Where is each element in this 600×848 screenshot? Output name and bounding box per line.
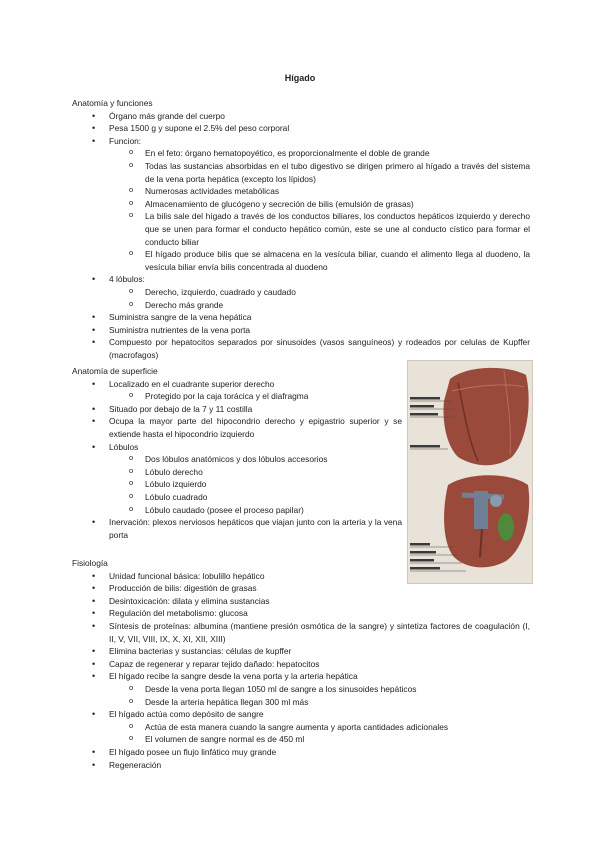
list-item: • 4 lóbulos: [72,273,530,286]
sub-list-item: o Lóbulo izquierdo [72,478,402,491]
liver-illustration-icon [408,361,532,583]
section-heading: Anatomía de superficie [72,366,158,376]
liver-anatomy-image [407,360,533,584]
sub-list-item: o Actúa de esta manera cuando la sangre aumenta y aporta cantidades adicionales [72,721,530,734]
section-heading: Anatomía y funciones [72,98,153,108]
page-title: Hígado [284,73,316,83]
list-item: • Situado por debajo de la 7 y 11 costilla [72,403,402,416]
sub-list-item: o En el feto: órgano hematopoyético, es proporcionalmente el doble de grande [72,147,530,160]
list-item: • Capaz de regenerar y reparar tejido dañado: hepatocitos [72,658,530,671]
list-item: • Inervación: plexos nerviosos hepáticos que viajan junto con la arteria y la vena porta [72,516,402,541]
sub-list-item: o El volumen de sangre normal es de 450 ml [72,733,530,746]
bullet-list [72,570,530,772]
sub-list-item: o Protegido por la caja torácica y el diafragma [72,390,402,403]
sub-list-item: o Desde la arteria hepática llegan 300 ml más [72,696,530,709]
sub-list-item: o Lóbulo caudado (posee el proceso papilar) [72,504,402,517]
sub-list-item: o Desde la vena porta llegan 1050 ml de sangre a los sinusoides hepáticos [72,683,530,696]
section-heading: Fisiología [72,558,108,568]
section-fisiologia [72,557,530,771]
list-item: • Ocupa la mayor parte del hipocondrio derecho y epigastrio superior y se extiende hasta el hipocondrio izquierdo [72,415,402,440]
section-anatomia [72,97,530,361]
list-item: • Funcion: [72,135,530,148]
sub-list-item: o Lóbulo derecho [72,466,402,479]
list-item: • Suministra nutrientes de la vena porta [72,324,530,337]
list-item: • El hígado posee un flujo linfático muy grande [72,746,530,759]
list-item: • Regulación del metabolismo: glucosa [72,607,530,620]
sub-list-item: o Todas las sustancias absorbidas en el tubo digestivo se dirigen primero al hígado a través del sistema de la vena porta hepática (excepto los lípidos) [72,160,530,185]
bullet-list [72,378,402,542]
list-item: • Desintoxicación: dilata y elimina sustancias [72,595,530,608]
list-item: • Órgano más grande del cuerpo [72,110,530,123]
section-superficie [72,365,402,541]
sub-list-item: o Dos lóbulos anatómicos y dos lóbulos accesorios [72,453,402,466]
sub-list-item: o Almacenamiento de glucógeno y secreción de bilis (emulsión de grasas) [72,198,530,211]
list-item: • El hígado actúa como depósito de sangre [72,708,530,721]
sub-list-item: o Derecho más grande [72,299,530,312]
list-item: • Pesa 1500 g y supone el 2.5% del peso corporal [72,122,530,135]
sub-list-item: o Numerosas actividades metabólicas [72,185,530,198]
list-item: • Localizado en el cuadrante superior derecho [72,378,402,391]
list-item: • Síntesis de proteínas: albumina (mantiene presión osmótica de la sangre) y sintetiza factores de coagulación (I, II, V, VII, VIII, IX, X, XI, XII, XIII) [72,620,530,645]
list-item: • Compuesto por hepatocitos separados por sinusoides (vasos sanguíneos) y rodeados por celulas de Kupffer (macrofagos) [72,336,530,361]
bullet-list [72,110,530,362]
list-item: • El hígado recibe la sangre desde la vena porta y la arteria hepática [72,670,530,683]
list-item: • Lóbulos [72,441,402,454]
sub-list-item: o La bilis sale del hígado a través de los conductos biliares, los conductos hepáticos izquierdo y derecho que se unen para formar el conducto hepático común, este se une al conducto cístico para formar el conducto biliar [72,210,530,248]
sub-list-item: o Derecho, izquierdo, cuadrado y caudado [72,286,530,299]
list-item: • Regeneración [72,759,530,772]
sub-list-item: o El hígado produce bilis que se almacena en la vesícula biliar, cuando el alimento llega al duodeno, la vesícula biliar envía bilis concentrada al duodeno [72,248,530,273]
list-item: • Unidad funcional básica: lobulillo hepático [72,570,530,583]
list-item: • Producción de bilis: digestión de grasas [72,582,530,595]
sub-list-item: o Lóbulo cuadrado [72,491,402,504]
list-item: • Elimina bacterias y sustancias: células de kupffer [72,645,530,658]
list-item: • Suministra sangre de la vena hepática [72,311,530,324]
